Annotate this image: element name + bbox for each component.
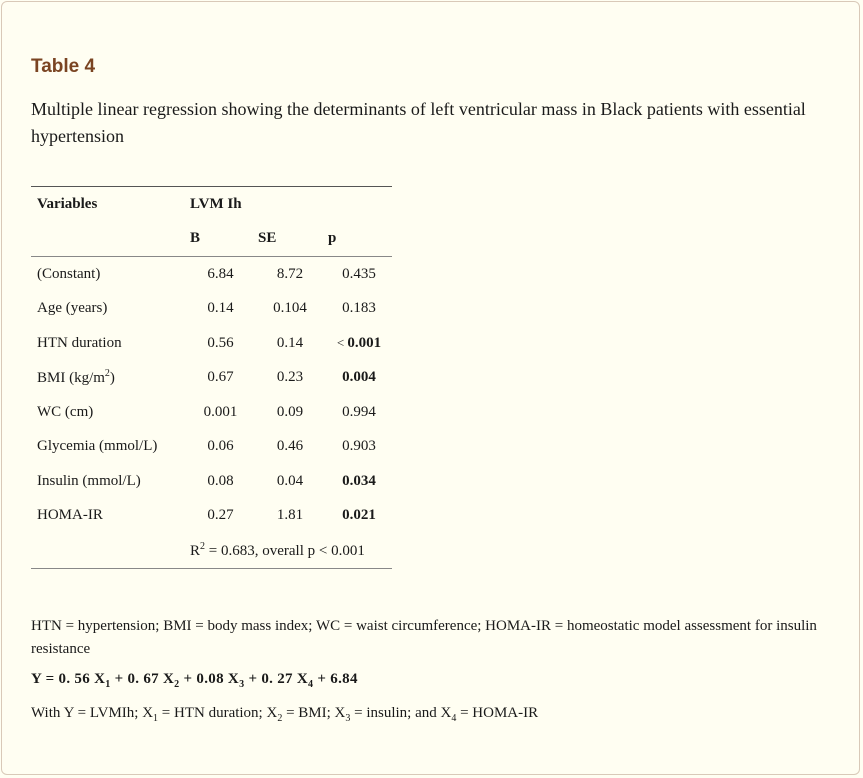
variable-definitions: With Y = LVMIh; $X_1$ = HTN duration; $X_2$ = BMI; $X_3$ = insulin; and $X_4$ = HOMA-IR bbox=[31, 705, 539, 724]
header-blank bbox=[31, 222, 187, 257]
header-se: SE bbox=[254, 222, 326, 257]
standard-error: 8.72 bbox=[276, 265, 304, 282]
table-row bbox=[31, 464, 392, 499]
standard-error: 0.14 bbox=[276, 334, 304, 351]
regression-equation: Y = 0. 56 $X_1 + 0$. 67 $X_2 + 0.08$ $X_3 + 0$. 27 $X_4 + 6.84$ bbox=[31, 671, 358, 690]
standard-error: 0.46 bbox=[276, 438, 304, 455]
table-caption: Multiple linear regression showing the determinants of left ventricular mass in Black patients with essential hypertension bbox=[31, 99, 806, 146]
table-label: Table 4 bbox=[31, 56, 96, 77]
model-summary: $R^2 = 0.683$, overall p < 0.001 bbox=[187, 533, 392, 568]
regression-table bbox=[31, 186, 392, 569]
table-body bbox=[31, 257, 392, 534]
table-row bbox=[31, 257, 392, 292]
table-row bbox=[31, 326, 392, 361]
table-row bbox=[31, 499, 392, 534]
p-value: 0.034 bbox=[342, 472, 376, 489]
p-value: 0.004 bbox=[342, 369, 376, 386]
standard-error: 1.81 bbox=[276, 507, 304, 524]
coefficient-b: 0.67 bbox=[207, 369, 234, 386]
variable-name: WC (cm) bbox=[37, 403, 94, 420]
p-value: 0.435 bbox=[342, 265, 376, 282]
standard-error: 0.09 bbox=[276, 403, 304, 420]
coefficient-b: 0.001 bbox=[203, 403, 238, 420]
table-row bbox=[31, 430, 392, 465]
coefficient-b: 0.08 bbox=[207, 472, 234, 489]
variable-name: Insulin (mmol/L) bbox=[37, 472, 141, 489]
standard-error: 0.23 bbox=[276, 369, 304, 386]
variable-name: (Constant) bbox=[37, 265, 101, 282]
header-row-2 bbox=[31, 222, 392, 257]
coefficient-b: 0.27 bbox=[207, 507, 234, 524]
header-p: p bbox=[326, 222, 392, 257]
p-value: 0.903 bbox=[342, 438, 376, 455]
header-row-1 bbox=[31, 187, 392, 222]
abbreviations-footnote: HTN = hypertension; BMI = body mass index; WC = waist circumference; HOMA-IR = homeostatic model assessment for insulin resistance bbox=[31, 618, 817, 657]
coefficient-b: 0.06 bbox=[207, 438, 234, 455]
p-value: 0.183 bbox=[342, 300, 376, 317]
table-row bbox=[31, 292, 392, 327]
table-row bbox=[31, 395, 392, 430]
coefficient-b: 0.14 bbox=[207, 300, 234, 317]
variable-name: Age (years) bbox=[37, 300, 108, 317]
coefficient-b: 0.56 bbox=[207, 334, 234, 351]
header-b: B bbox=[187, 222, 254, 257]
header-variables: Variables bbox=[31, 187, 187, 222]
variable-name: Glycemia (mmol/L) bbox=[37, 438, 158, 455]
summary-row bbox=[31, 533, 392, 568]
standard-error: 0.04 bbox=[276, 472, 304, 489]
variable-name: BMI $(kg/m^2)$ bbox=[37, 368, 115, 387]
standard-error: 0.104 bbox=[273, 300, 307, 317]
p-value: 0.021 bbox=[342, 507, 376, 524]
p-value: 0.994 bbox=[342, 403, 376, 420]
table-row bbox=[31, 361, 392, 396]
p-value: < 0.001 bbox=[336, 334, 382, 351]
variable-name: HOMA-IR bbox=[37, 507, 103, 524]
coefficient-b: 6.84 bbox=[207, 265, 234, 282]
header-lvmih: LVM Ih bbox=[187, 187, 392, 222]
variable-name: HTN duration bbox=[37, 334, 122, 351]
